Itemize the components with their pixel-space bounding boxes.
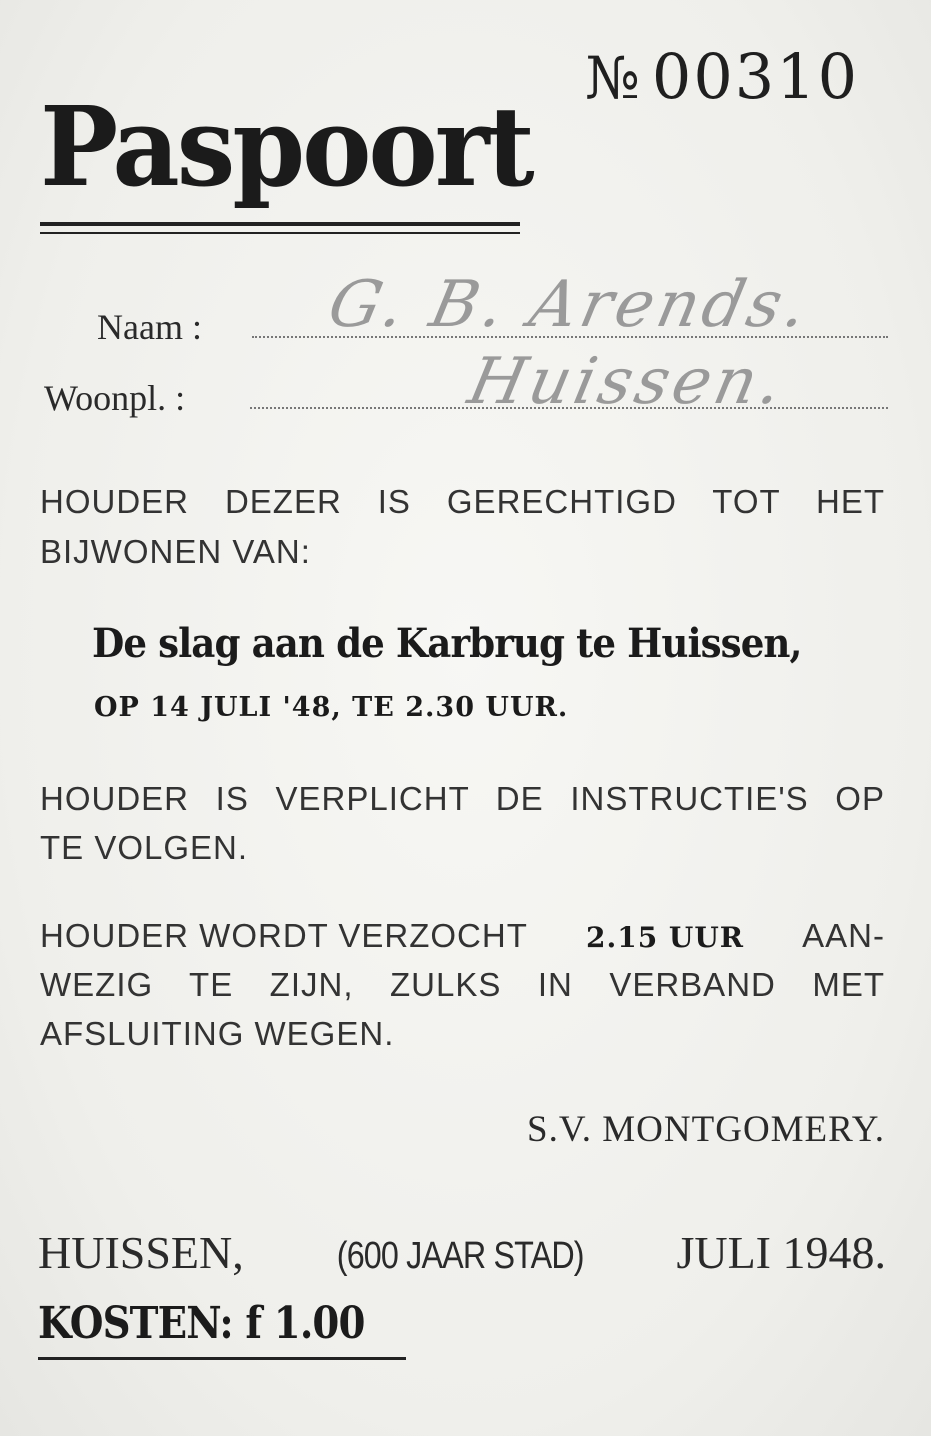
instruction-line-1: HOUDER IS VERPLICHT DE INSTRUCTIE'S OP xyxy=(40,780,885,817)
entitlement-line-1: HOUDER DEZER IS GERECHTIGD TOT HET xyxy=(40,483,885,520)
entitlement-line-2: BIJWONEN VAN: xyxy=(40,533,311,570)
serial-number-value: 00310 xyxy=(651,40,860,113)
cost: KOSTEN: f 1.00 xyxy=(38,1298,365,1349)
footer-note: (600 JAAR STAD) xyxy=(336,1235,584,1277)
event-date: OP 14 JULI '48, TE 2.30 UUR. xyxy=(94,692,569,723)
name-handwritten-value: G. B. Arends. xyxy=(322,268,818,342)
footer-place-date xyxy=(38,1226,886,1279)
arrival-line-3: AFSLUITING WEGEN. xyxy=(40,1015,395,1052)
signature: S.V. MONTGOMERY. xyxy=(527,1109,885,1150)
footer-place: HUISSEN, xyxy=(38,1227,244,1278)
footer-date: JULI 1948. xyxy=(676,1227,886,1278)
residence-label: Woonpl. : xyxy=(44,378,186,418)
number-sign: № xyxy=(585,44,642,112)
arrival-line-1-end: AAN- xyxy=(802,917,885,954)
title-underline-thin xyxy=(40,232,520,234)
arrival-line-2: WEZIG TE ZIJN, ZULKS IN VERBAND MET xyxy=(40,966,885,1003)
serial-number xyxy=(585,40,859,113)
cost-underline xyxy=(38,1357,406,1360)
instruction-line-2: TE VOLGEN. xyxy=(40,829,249,866)
arrival-line-1-start: HOUDER WORDT VERZOCHT xyxy=(40,917,528,954)
document-title: Paspoort xyxy=(40,82,532,212)
arrival-line-1 xyxy=(40,917,885,955)
arrival-time: 2.15 UUR xyxy=(585,921,745,954)
name-label: Naam : xyxy=(97,307,202,347)
title-underline-thick xyxy=(40,222,520,226)
event-title: De slag aan de Karbrug te Huissen, xyxy=(92,620,802,667)
residence-handwritten-value: Huissen. xyxy=(462,345,793,419)
